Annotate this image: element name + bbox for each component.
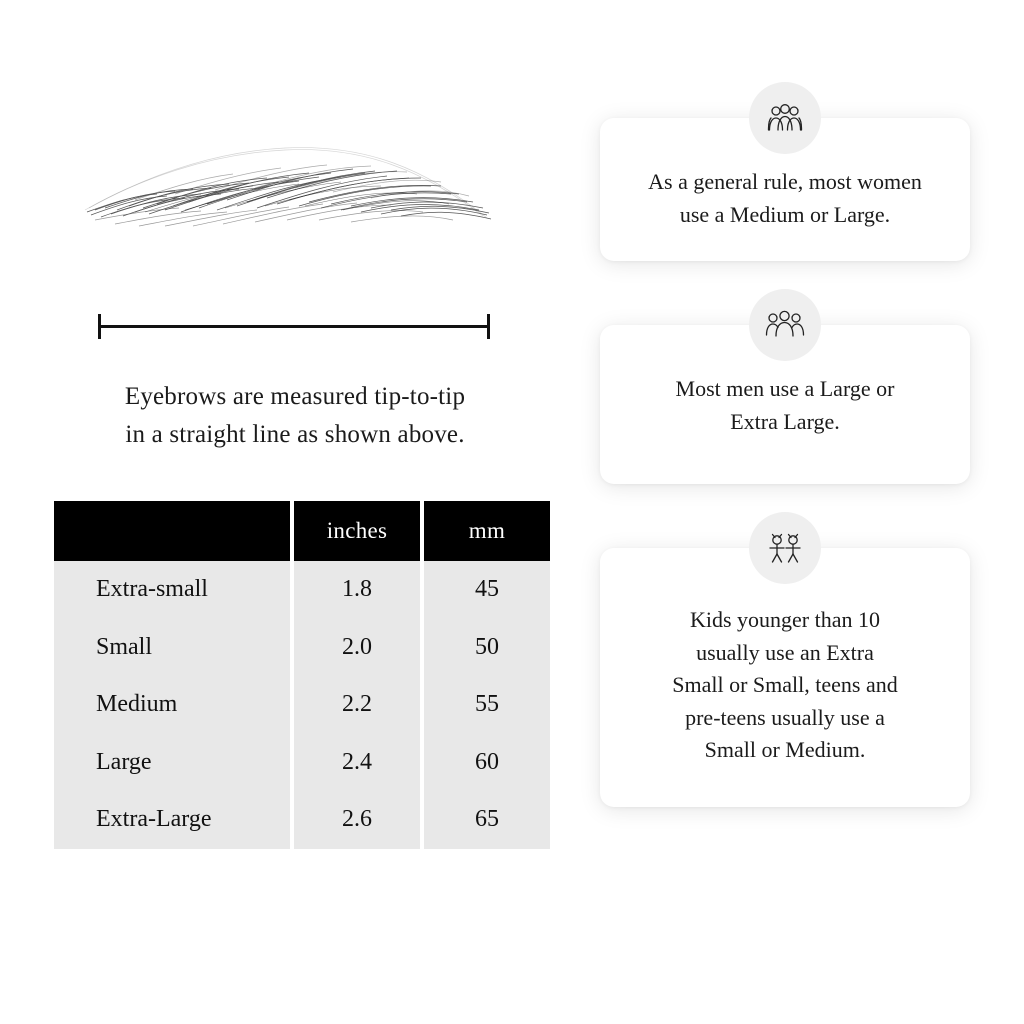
row-inches: 2.4	[294, 734, 420, 792]
card-line-1: Kids younger than 10	[689, 607, 881, 633]
measure-line	[98, 325, 490, 328]
advice-card-men	[600, 325, 970, 484]
kids-group-icon	[749, 512, 821, 584]
table-header-mm: mm	[424, 501, 550, 561]
row-label: Medium	[54, 676, 290, 734]
table-row	[54, 619, 550, 677]
card-line-2: use a Medium or Large.	[679, 201, 891, 227]
row-inches: 2.0	[294, 619, 420, 677]
eyebrow-illustration	[75, 120, 515, 320]
table-header-size	[54, 501, 290, 561]
table-row	[54, 734, 550, 792]
women-group-icon	[749, 82, 821, 154]
card-line-3: Small or Small, teens and	[672, 672, 898, 698]
table-header-inches: inches	[294, 501, 420, 561]
card-line-5: Small or Medium.	[704, 737, 866, 763]
row-mm: 65	[424, 791, 550, 849]
table-row	[54, 561, 550, 619]
measurement-section	[50, 120, 550, 849]
row-inches: 1.8	[294, 561, 420, 619]
row-inches: 2.2	[294, 676, 420, 734]
row-mm: 55	[424, 676, 550, 734]
row-label: Extra-Large	[54, 791, 290, 849]
size-table	[50, 501, 554, 849]
advice-card-kids	[600, 548, 970, 807]
eyebrow-svg	[75, 120, 515, 270]
men-group-icon	[749, 289, 821, 361]
row-mm: 60	[424, 734, 550, 792]
caption-line-1: Eyebrows are measured tip-to-tip	[124, 383, 466, 410]
row-mm: 50	[424, 619, 550, 677]
row-label: Small	[54, 619, 290, 677]
card-line-2: Extra Large.	[730, 408, 840, 434]
card-line-1: Most men use a Large or	[675, 376, 895, 402]
row-label: Extra-small	[54, 561, 290, 619]
caption-line-2: in a straight line as shown above.	[125, 420, 465, 448]
measurement-caption	[50, 378, 540, 453]
row-inches: 2.6	[294, 791, 420, 849]
card-line-2: usually use an Extra	[696, 639, 874, 665]
advice-card-women	[600, 118, 970, 261]
advice-cards	[600, 118, 970, 807]
table-header-row	[54, 501, 550, 561]
row-label: Large	[54, 734, 290, 792]
card-line-4: pre-teens usually use a	[685, 704, 885, 730]
measurement-bar	[98, 314, 490, 338]
table-row	[54, 676, 550, 734]
row-mm: 45	[424, 561, 550, 619]
table-row	[54, 791, 550, 849]
card-line-1: As a general rule, most women	[648, 169, 922, 194]
measure-cap-right	[487, 314, 490, 339]
